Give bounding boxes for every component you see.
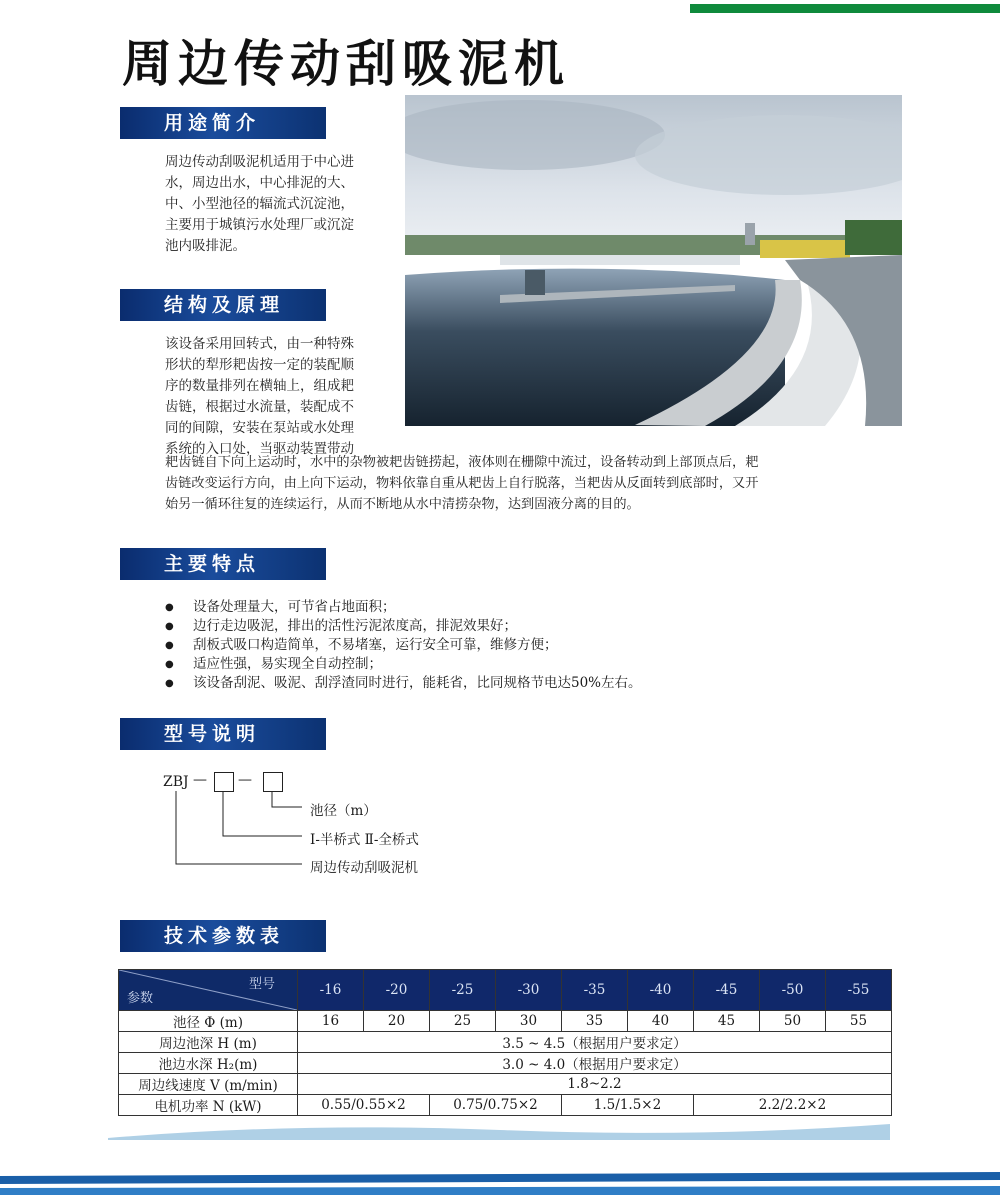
- structure-line: 形状的犁形耙齿按一定的装配顺: [165, 357, 354, 373]
- structure-line: 同的间隙，安装在泵站或水处理: [165, 420, 354, 436]
- usage-line: 主要用于城镇污水处理厂或沉淀: [165, 217, 354, 233]
- row-label: 电机功率 N (kW): [119, 1095, 298, 1116]
- bottom-wave-decoration: [0, 1100, 1000, 1195]
- model-legend-diameter: 池径（m）: [310, 803, 377, 819]
- list-item: ● 该设备刮泥、吸泥、刮浮渣同时进行，能耗省，比同规格节电达50%左右。: [165, 674, 642, 693]
- row-label: 周边线速度 V (m/min): [119, 1074, 298, 1095]
- model-header-cell: -30: [496, 970, 562, 1011]
- structure-line: 齿链，根据过水流量，装配成不: [165, 399, 354, 415]
- list-item: ● 刮板式吸口构造简单，不易堵塞，运行安全可靠，维修方便；: [165, 636, 642, 655]
- list-item: ● 边行走边吸泥，排出的活性污泥浓度高，排泥效果好；: [165, 617, 642, 636]
- section-heading-usage: 用途简介: [120, 107, 326, 139]
- table-cell-group: 2.2/2.2×2: [694, 1095, 892, 1116]
- table-cell: 20: [364, 1011, 430, 1032]
- model-header-cell: -40: [628, 970, 694, 1011]
- table-row: [119, 1032, 892, 1053]
- table-cell: 55: [826, 1011, 892, 1032]
- list-item: ● 适应性强，易实现全自动控制；: [165, 655, 642, 674]
- model-legend-name: 周边传动刮吸泥机: [310, 860, 418, 876]
- model-header-cell: -16: [298, 970, 364, 1011]
- table-corner-cell: [119, 970, 298, 1011]
- section-heading-features: 主要特点: [120, 548, 326, 580]
- usage-line: 中、小型池径的辐流式沉淀池，: [165, 196, 354, 212]
- table-cell: 30: [496, 1011, 562, 1032]
- corner-top-label: 型号: [248, 977, 275, 992]
- spec-table: [118, 969, 892, 1116]
- list-item: ● 设备处理量大，可节省占地面积；: [165, 598, 642, 617]
- model-dash: —: [193, 772, 207, 788]
- table-cell-group: 0.75/0.75×2: [430, 1095, 562, 1116]
- row-label: 池径 Φ (m): [119, 1011, 298, 1032]
- table-cell: 16: [298, 1011, 364, 1032]
- model-dash: —: [238, 772, 252, 788]
- model-header-cell: -45: [694, 970, 760, 1011]
- model-legend-type: I-半桥式 Ⅱ-全桥式: [310, 832, 419, 848]
- table-cell: 45: [694, 1011, 760, 1032]
- structure-line: 系统的入口处，当驱动装置带动: [165, 441, 354, 457]
- structure-line: 该设备采用回转式，由一种特殊: [165, 336, 354, 352]
- table-cell: 50: [760, 1011, 826, 1032]
- section-heading-model: 型号说明: [120, 718, 326, 750]
- model-prefix: ZBJ: [163, 774, 189, 790]
- table-row: [119, 1053, 892, 1074]
- table-row: [119, 1011, 892, 1032]
- table-row: [119, 970, 892, 1011]
- structure-line: 耙齿链自下向上运动时，水中的杂物被耙齿链捞起，液体则在栅隙中流过，设备转动到上部顶点后，耙: [165, 455, 759, 470]
- usage-line: 周边传动刮吸泥机适用于中心进: [165, 154, 354, 170]
- structure-line: 齿链改变运行方向，由上向下运动，物料依靠自重从耙齿上自行脱落，当耙齿从反面转到底部时，又开: [165, 476, 759, 491]
- corner-bottom-label: 参数: [127, 991, 154, 1006]
- table-row: [119, 1074, 892, 1095]
- model-header-cell: -50: [760, 970, 826, 1011]
- usage-line: 池内吸排泥。: [165, 238, 246, 254]
- row-label: 池边水深 H₂(m): [119, 1053, 298, 1074]
- model-header-cell: -35: [562, 970, 628, 1011]
- structure-line: 序的数量排列在横轴上，组成耙: [165, 378, 354, 394]
- row-label: 周边池深 H (m): [119, 1032, 298, 1053]
- section-heading-structure: 结构及原理: [120, 289, 326, 321]
- table-cell: 35: [562, 1011, 628, 1032]
- table-cell-group: 1.5/1.5×2: [562, 1095, 694, 1116]
- table-cell-merged: 1.8~2.2: [298, 1074, 892, 1095]
- model-header-cell: -55: [826, 970, 892, 1011]
- structure-line: 始另一循环往复的连续运行，从而不断地从水中清捞杂物，达到固液分离的目的。: [165, 497, 640, 512]
- table-cell-merged: 3.5 ~ 4.5（根据用户要求定）: [298, 1032, 892, 1053]
- table-cell: 25: [430, 1011, 496, 1032]
- usage-line: 水，周边出水，中心排泥的大、: [165, 175, 354, 191]
- model-header-cell: -20: [364, 970, 430, 1011]
- page-title: 周边传动刮吸泥机: [122, 34, 570, 93]
- section-heading-specs: 技术参数表: [120, 920, 326, 952]
- table-cell-merged: 3.0 ~ 4.0（根据用户要求定）: [298, 1053, 892, 1074]
- model-header-cell: -25: [430, 970, 496, 1011]
- table-cell-group: 0.55/0.55×2: [298, 1095, 430, 1116]
- table-cell: 40: [628, 1011, 694, 1032]
